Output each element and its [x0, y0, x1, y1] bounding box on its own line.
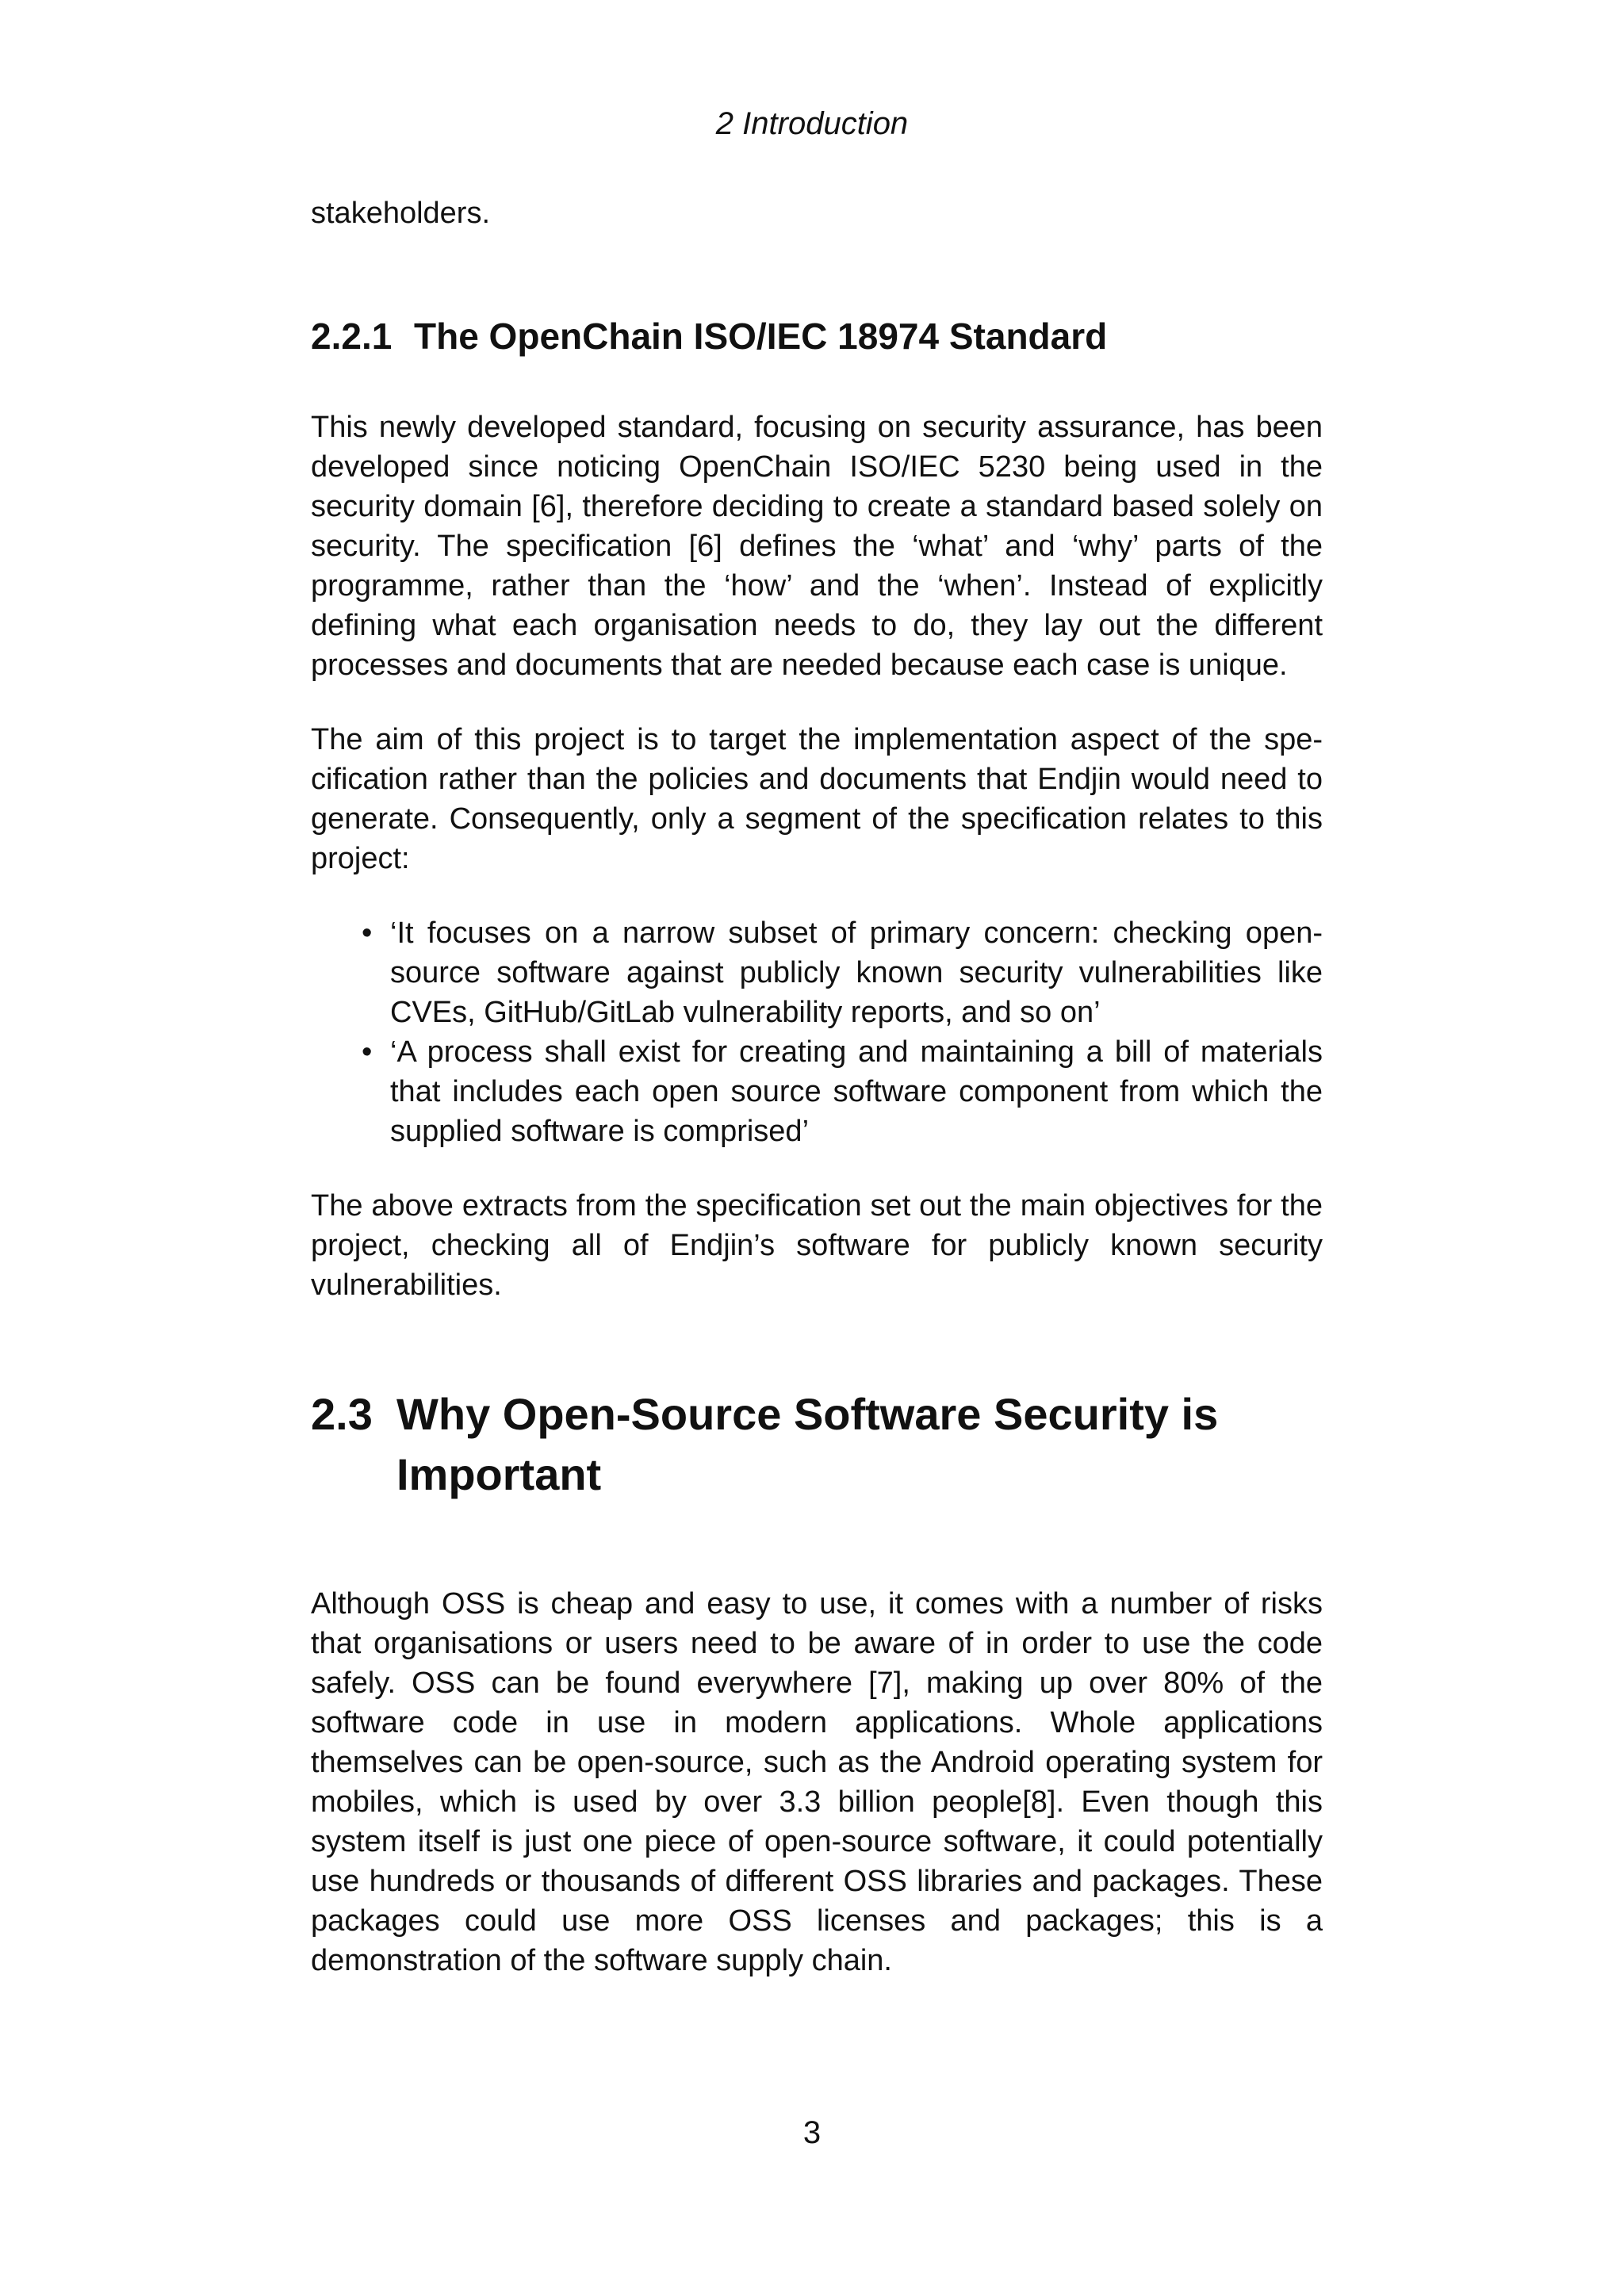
paragraph-openchain-intro: This newly developed standard, focusing on security assurance, has been developed since noticing OpenChain ISO/IEC 5230 being used in the security domain [6], therefore deciding to create a standard based solely on security. The specification [6] defines the ‘what’ and ‘why’ parts of the programme, rather than the ‘how’ and the ‘when’. Instead of explicitly defining what each organisation needs to do, they lay out the different processes and documents that are needed because each case is unique. — [311, 411, 1323, 682]
paragraph-oss-risks: Although OSS is cheap and easy to use, it comes with a number of risks that organisations or users need to be aware of in order to use the code safely. OSS can be found everywhere [7], making up over 80% of the software code in use in modern applications. Whole applications themselves can be open-source, such as the Android operating system for mobiles, which is used by over 3.3 billion people[8]. Even though this system itself is just one piece of open-source software, it could potentially use hundreds or thousands of different OSS libraries and packages. These packages could use more OSS licenses and packages; this is a demonstration of the software supply chain. — [311, 1587, 1323, 1977]
page-body — [311, 193, 1323, 1980]
page-number: 3 — [802, 2115, 822, 2150]
paragraph-project-aim: The aim of this project is to target the implementation aspect of the specification rather than the policies and documents that Endjin would need to generate. Consequently, only a segment of the specification relates to this project: — [311, 723, 1323, 875]
section-heading-2-3 — [311, 1384, 1323, 1505]
section-number: 2.3 — [311, 1389, 373, 1439]
subsection-number: 2.2.1 — [311, 316, 393, 357]
specification-extracts-list — [311, 913, 1323, 1151]
list-item: • ‘It focuses on a narrow subset of primary concern: checking opensource software against publicly known security vulnerabilities like CVEs, GitHub/GitLab vulnerability reports, and so on’ — [390, 913, 1323, 1032]
opening-fragment: stakeholders. — [311, 197, 491, 230]
subsection-title: The OpenChain ISO/IEC 18974 Standard — [414, 316, 1108, 357]
subsection-heading-2-2-1 — [311, 312, 1323, 360]
running-head: 2 Introduction — [715, 106, 909, 141]
paragraph-objectives: The above extracts from the specification set out the main objectives for the project, checking all of Endjin’s software for publicly known security vulnerabilities. — [311, 1189, 1323, 1302]
section-title: Why Open-Source Software Security is Important — [396, 1389, 1219, 1499]
list-item: • ‘A process shall exist for creating and maintaining a bill of materials that includes each open source software component from which the supplied software is comprised’ — [390, 1032, 1323, 1151]
